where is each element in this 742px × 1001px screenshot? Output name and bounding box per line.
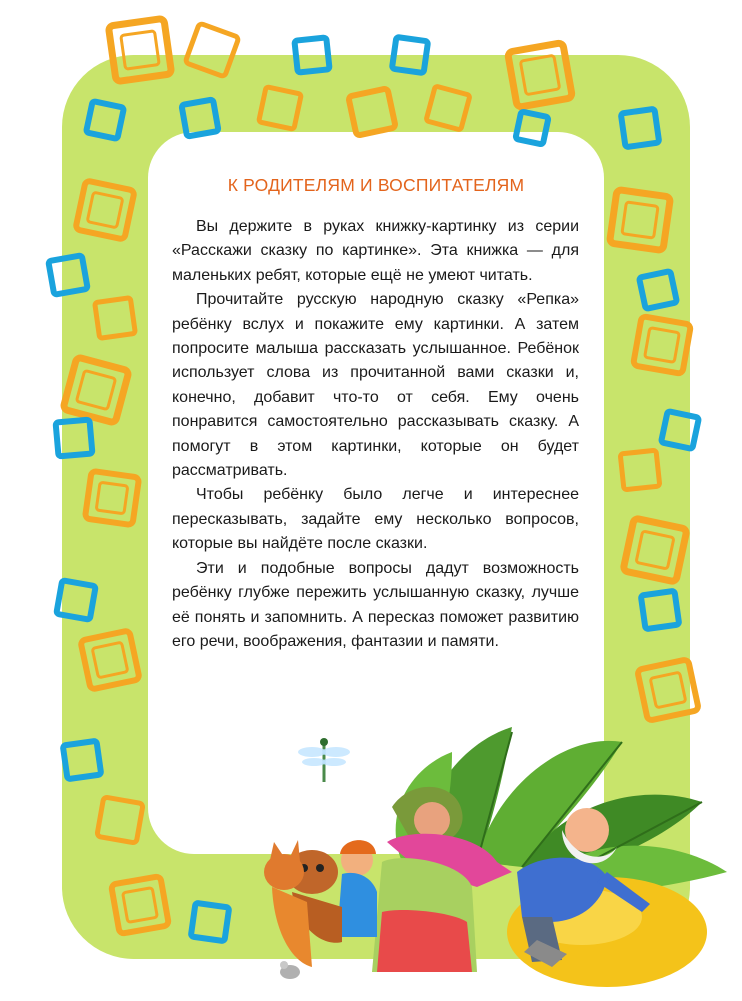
paragraph: Прочитайте русскую народную сказку «Репка» ребёнку вслух и покажите ему картинки. А затем попросите малыша рассказать услышанное. Ребёнок использует слова из прочитанной вами сказки и, конечно, добавит что-то от себя. Ему очень понравится самостоятельно рассказывать сказку. А помогут в этом картинки, которые он будет рассматривать. bbox=[172, 291, 579, 480]
turnip-illustration bbox=[262, 712, 732, 992]
mouse-icon bbox=[280, 961, 300, 979]
body-text bbox=[172, 215, 579, 654]
granddaughter-icon bbox=[337, 840, 377, 937]
page-title: К РОДИТЕЛЯМ И ВОСПИТАТЕЛЯМ bbox=[227, 175, 525, 195]
dragonfly-icon bbox=[298, 738, 350, 782]
paragraph: Вы держите в руках книжку-картинку из серии «Расскажи сказку по картинке». Эта книжка — для маленьких ребят, которые ещё не умеют читать. bbox=[172, 218, 579, 284]
paragraph: Эти и подобные вопросы дадут возможность ребёнку глубже пережить услышанную сказку, лучше её понять и запомнить. А пересказ поможет развитию его речи, воображения, фантазии и памяти. bbox=[172, 559, 579, 650]
paragraph: Чтобы ребёнку было легче и интереснее пересказывать, задайте ему несколько вопросов, которые вы найдёте после сказки. bbox=[172, 486, 579, 553]
